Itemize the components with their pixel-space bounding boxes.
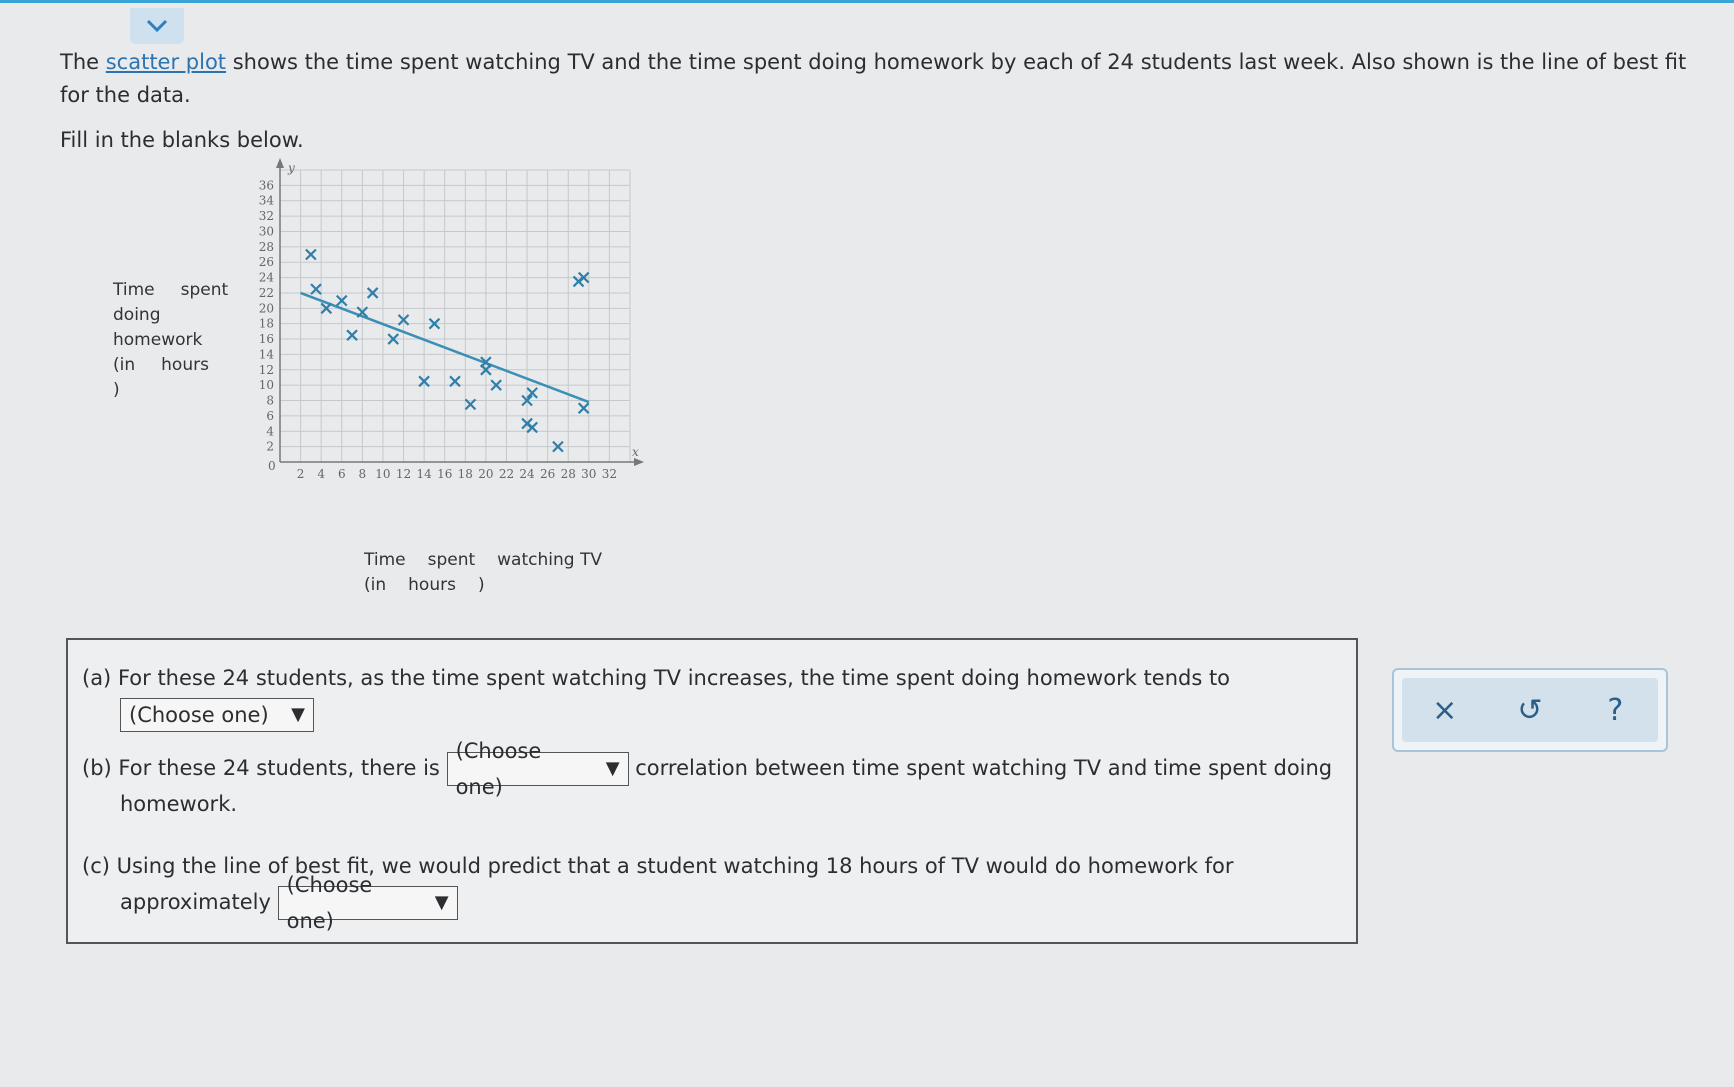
- x-tick-label: 4: [317, 467, 325, 481]
- y-tick-label: 2: [266, 439, 274, 454]
- x-tick-label: 20: [478, 467, 494, 481]
- tool-bar: [1402, 678, 1658, 742]
- question-text: For these 24 students, as the time spent watching TV increases, the time spent doing homework tends to: [117, 666, 1231, 690]
- x-label-part: watching TV: [497, 550, 602, 570]
- x-tick-label: 24: [519, 467, 535, 481]
- question-b: [82, 739, 1342, 822]
- x-tick-label: 6: [337, 467, 346, 481]
- question-a: [82, 660, 1342, 732]
- undo-icon[interactable]: ↺: [1517, 692, 1543, 728]
- x-tick-label: 2: [296, 467, 305, 481]
- origin-label: 0: [268, 459, 276, 473]
- question-prefix: (c): [82, 854, 110, 878]
- data-point: [306, 250, 316, 260]
- collapse-button[interactable]: [130, 8, 184, 44]
- y-tick-label: 10: [258, 378, 274, 393]
- x-axis-arrow-icon: [634, 458, 644, 466]
- x-label-part: spent: [427, 550, 476, 570]
- y-label-part: Time: [113, 280, 155, 300]
- close-icon[interactable]: ×: [1432, 692, 1458, 728]
- y-tick-label: 34: [258, 193, 274, 208]
- y-label-part: hours: [161, 355, 209, 375]
- y-tick-label: 6: [266, 408, 274, 423]
- trend-dropdown[interactable]: [120, 698, 314, 732]
- scatter-plot: [100, 161, 720, 610]
- data-point: [579, 403, 589, 413]
- question-text: For these 24 students, there is: [118, 756, 440, 780]
- dropdown-value: (Choose one): [129, 703, 269, 727]
- y-tick-label: 20: [258, 301, 274, 316]
- x-tick-label: 26: [540, 467, 556, 481]
- intro-text-rest: shows the time spent watching TV and the time spent doing homework by each of 24 students last week. Also shown is the line of best fit for the data.: [60, 50, 1687, 107]
- y-tick-label: 4: [266, 424, 274, 439]
- scatter-plot-link[interactable]: scatter plot: [105, 50, 227, 74]
- y-label-part: doing homework: [113, 305, 203, 350]
- question-prefix: (a): [82, 666, 112, 690]
- y-tick-label: 36: [258, 178, 274, 193]
- intro-text: The: [60, 50, 106, 74]
- tool-panel: [1392, 668, 1668, 752]
- x-tick-label: 16: [437, 467, 453, 481]
- question-c: [82, 848, 1342, 933]
- x-tick-label: 14: [416, 467, 432, 481]
- y-tick-label: 12: [258, 362, 274, 377]
- help-icon[interactable]: ?: [1607, 692, 1624, 728]
- correlation-dropdown[interactable]: [447, 739, 629, 799]
- question-text-rest: correlation between time spent watching TV and time spent doing: [635, 756, 1333, 780]
- y-axis-arrow-icon: [276, 158, 284, 168]
- y-tick-label: 32: [258, 209, 274, 224]
- dropdown-value: (Choose one): [286, 873, 373, 933]
- question-text-cont: homework.: [120, 792, 238, 816]
- x-axis-label: [364, 548, 644, 598]
- y-label-part: ): [113, 380, 120, 400]
- question-prefix: (b): [82, 756, 112, 780]
- question-text-cont: approximately: [120, 890, 271, 914]
- y-tick-label: 8: [266, 393, 274, 408]
- y-tick-label: 26: [258, 255, 274, 270]
- dropdown-arrow-icon: ▼: [434, 892, 449, 913]
- x-tick-label: 28: [560, 467, 576, 481]
- x-tick-label: 18: [457, 467, 473, 481]
- x-tick-label: 12: [395, 467, 412, 481]
- x-tick-label: 32: [601, 467, 618, 481]
- dropdown-arrow-icon: ▼: [605, 758, 620, 779]
- x-tick-label: 30: [581, 467, 597, 481]
- prediction-dropdown[interactable]: [278, 873, 458, 933]
- y-tick-label: 18: [258, 316, 274, 331]
- x-axis-letter: x: [632, 445, 639, 459]
- y-tick-label: 16: [258, 332, 274, 347]
- answer-box: [66, 638, 1358, 944]
- y-tick-label: 14: [258, 347, 274, 362]
- x-tick-label: 8: [358, 467, 367, 481]
- y-label-part: spent: [180, 280, 229, 300]
- chevron-down-icon: [146, 19, 168, 33]
- x-label-part: ): [477, 575, 485, 595]
- y-tick-label: 24: [258, 270, 274, 285]
- x-tick-label: 10: [375, 467, 391, 481]
- x-label-part: (in: [364, 575, 387, 595]
- y-tick-label: 30: [258, 224, 274, 239]
- y-tick-label: 28: [258, 239, 274, 254]
- x-label-part: Time: [364, 550, 406, 570]
- y-tick-label: 22: [258, 285, 274, 300]
- x-tick-label: 22: [498, 467, 515, 481]
- y-axis-letter: y: [288, 161, 295, 175]
- dropdown-value: (Choose one): [455, 739, 542, 799]
- y-label-part: (in: [113, 355, 136, 375]
- dropdown-arrow-icon: ▼: [291, 704, 305, 725]
- instruction: Fill in the blanks below.: [60, 128, 304, 152]
- top-bar: [0, 0, 1734, 3]
- x-label-part: hours: [408, 575, 456, 595]
- question-text: Using the line of best fit, we would predict that a student watching 18 hours of TV would do homework for: [116, 854, 1234, 878]
- problem-statement: [60, 46, 1700, 112]
